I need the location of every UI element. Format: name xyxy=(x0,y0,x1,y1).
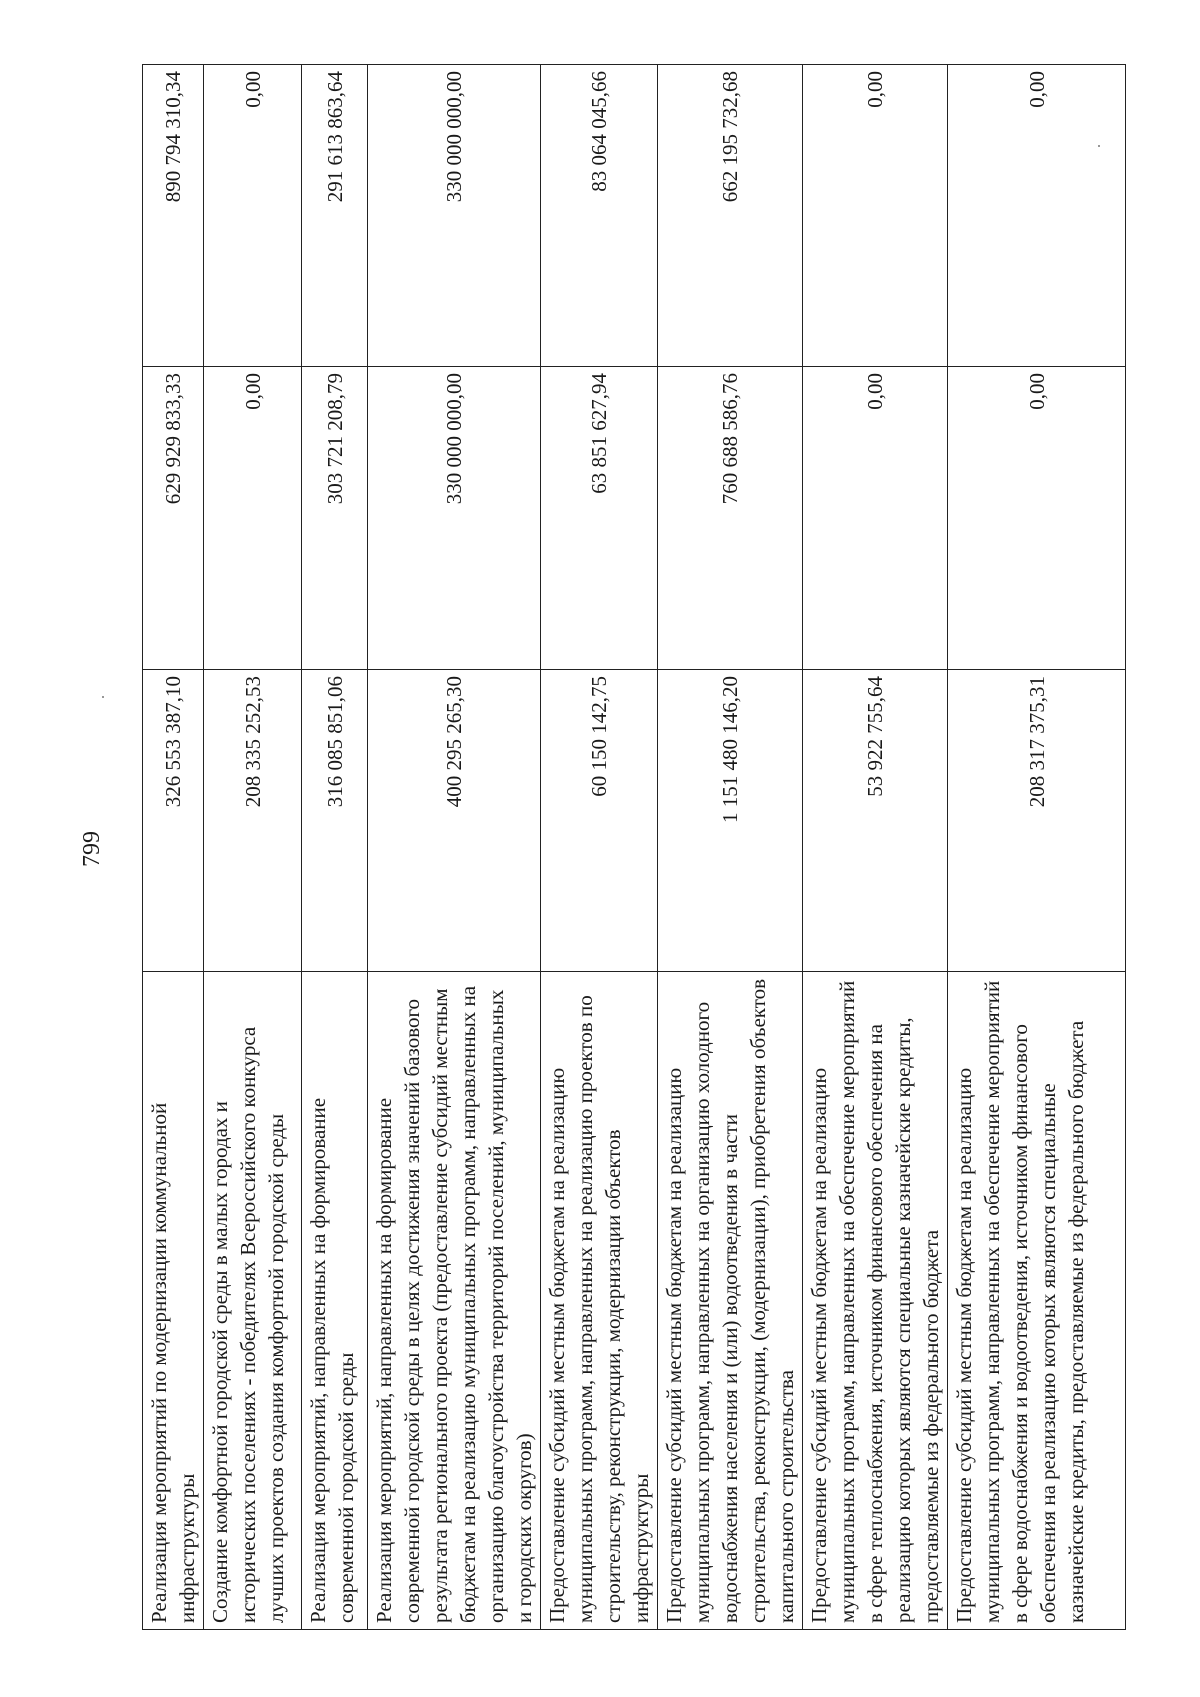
row-description: Предоставление субсидий местным бюджетам на реализацию муниципальных программ, направленных на обеспечение мероприятий в сфере теплоснабжения, источником финансового обеспечения на реализацию которых являются специальные казначейские кредиты, предоставляемые из федерального бюджета xyxy=(803,972,948,1630)
row-description: Реализация мероприятий по модернизации коммунальной инфраструктуры xyxy=(143,972,204,1630)
value-cell: 760 688 586,76 xyxy=(658,367,803,670)
rotated-table-container xyxy=(142,65,1088,1630)
budget-table xyxy=(142,64,1126,1630)
scan-speck xyxy=(102,696,104,698)
value-cell: 303 721 208,79 xyxy=(302,367,368,670)
value-cell: 60 150 142,75 xyxy=(541,670,658,972)
row-description: Создание комфортной городской среды в малых городах и исторических поселениях - победителях Всероссийского конкурса лучших проектов создания комфортной городской среды xyxy=(204,972,302,1630)
scan-speck xyxy=(1098,145,1100,147)
table-row xyxy=(948,65,1126,1630)
value-cell: 629 929 833,33 xyxy=(143,367,204,670)
row-description: Предоставление субсидий местным бюджетам на реализацию муниципальных программ, направленных на реализацию проектов по строительству, реконструкции, модернизации объектов инфраструктуры xyxy=(541,972,658,1630)
row-description: Реализация мероприятий, направленных на формирование современной городской среды xyxy=(302,972,368,1630)
table-row xyxy=(204,65,302,1630)
row-description: Предоставление субсидий местным бюджетам на реализацию муниципальных программ, направленных на обеспечение мероприятий в сфере водоснабжения и водоотведения, источником финансового обеспечения на реализацию которых являются специальные казначейские кредиты, предоставляемые из федерального бюджета xyxy=(948,972,1126,1630)
value-cell: 53 922 755,64 xyxy=(803,670,948,972)
value-cell: 316 085 851,06 xyxy=(302,670,368,972)
value-cell: 662 195 732,68 xyxy=(658,65,803,367)
row-description: Реализация мероприятий, направленных на формирование современной городской среды в целях достижения значений базового результата регионального проекта (предоставление субсидий местным бюджетам на реализацию муниципальных программ, направленных на организацию благоустройства территорий поселений, муниципальных и городских округов) xyxy=(368,972,541,1630)
value-cell: 330 000 000,00 xyxy=(368,367,541,670)
value-cell: 890 794 310,34 xyxy=(143,65,204,367)
value-cell: 0,00 xyxy=(803,65,948,367)
table-row xyxy=(143,65,204,1630)
page-number: 799 xyxy=(79,831,105,867)
value-cell: 330 000 000,00 xyxy=(368,65,541,367)
table-row xyxy=(541,65,658,1630)
value-cell: 400 295 265,30 xyxy=(368,670,541,972)
row-description: Предоставление субсидий местным бюджетам на реализацию муниципальных программ, направленных на организацию холодного водоснабжения населения и (или) водоотведения в части строительства, реконструкции, (модернизации), приобретения объектов капитального строительства xyxy=(658,972,803,1630)
value-cell: 326 553 387,10 xyxy=(143,670,204,972)
value-cell: 291 613 863,64 xyxy=(302,65,368,367)
table-row xyxy=(302,65,368,1630)
value-cell: 83 064 045,66 xyxy=(541,65,658,367)
value-cell: 0,00 xyxy=(204,367,302,670)
value-cell: 0,00 xyxy=(948,367,1126,670)
value-cell: 208 317 375,31 xyxy=(948,670,1126,972)
table-row xyxy=(658,65,803,1630)
value-cell: 0,00 xyxy=(803,367,948,670)
value-cell: 1 151 480 146,20 xyxy=(658,670,803,972)
table-row xyxy=(803,65,948,1630)
value-cell: 208 335 252,53 xyxy=(204,670,302,972)
table-row xyxy=(368,65,541,1630)
value-cell: 63 851 627,94 xyxy=(541,367,658,670)
value-cell: 0,00 xyxy=(204,65,302,367)
value-cell: 0,00 xyxy=(948,65,1126,367)
